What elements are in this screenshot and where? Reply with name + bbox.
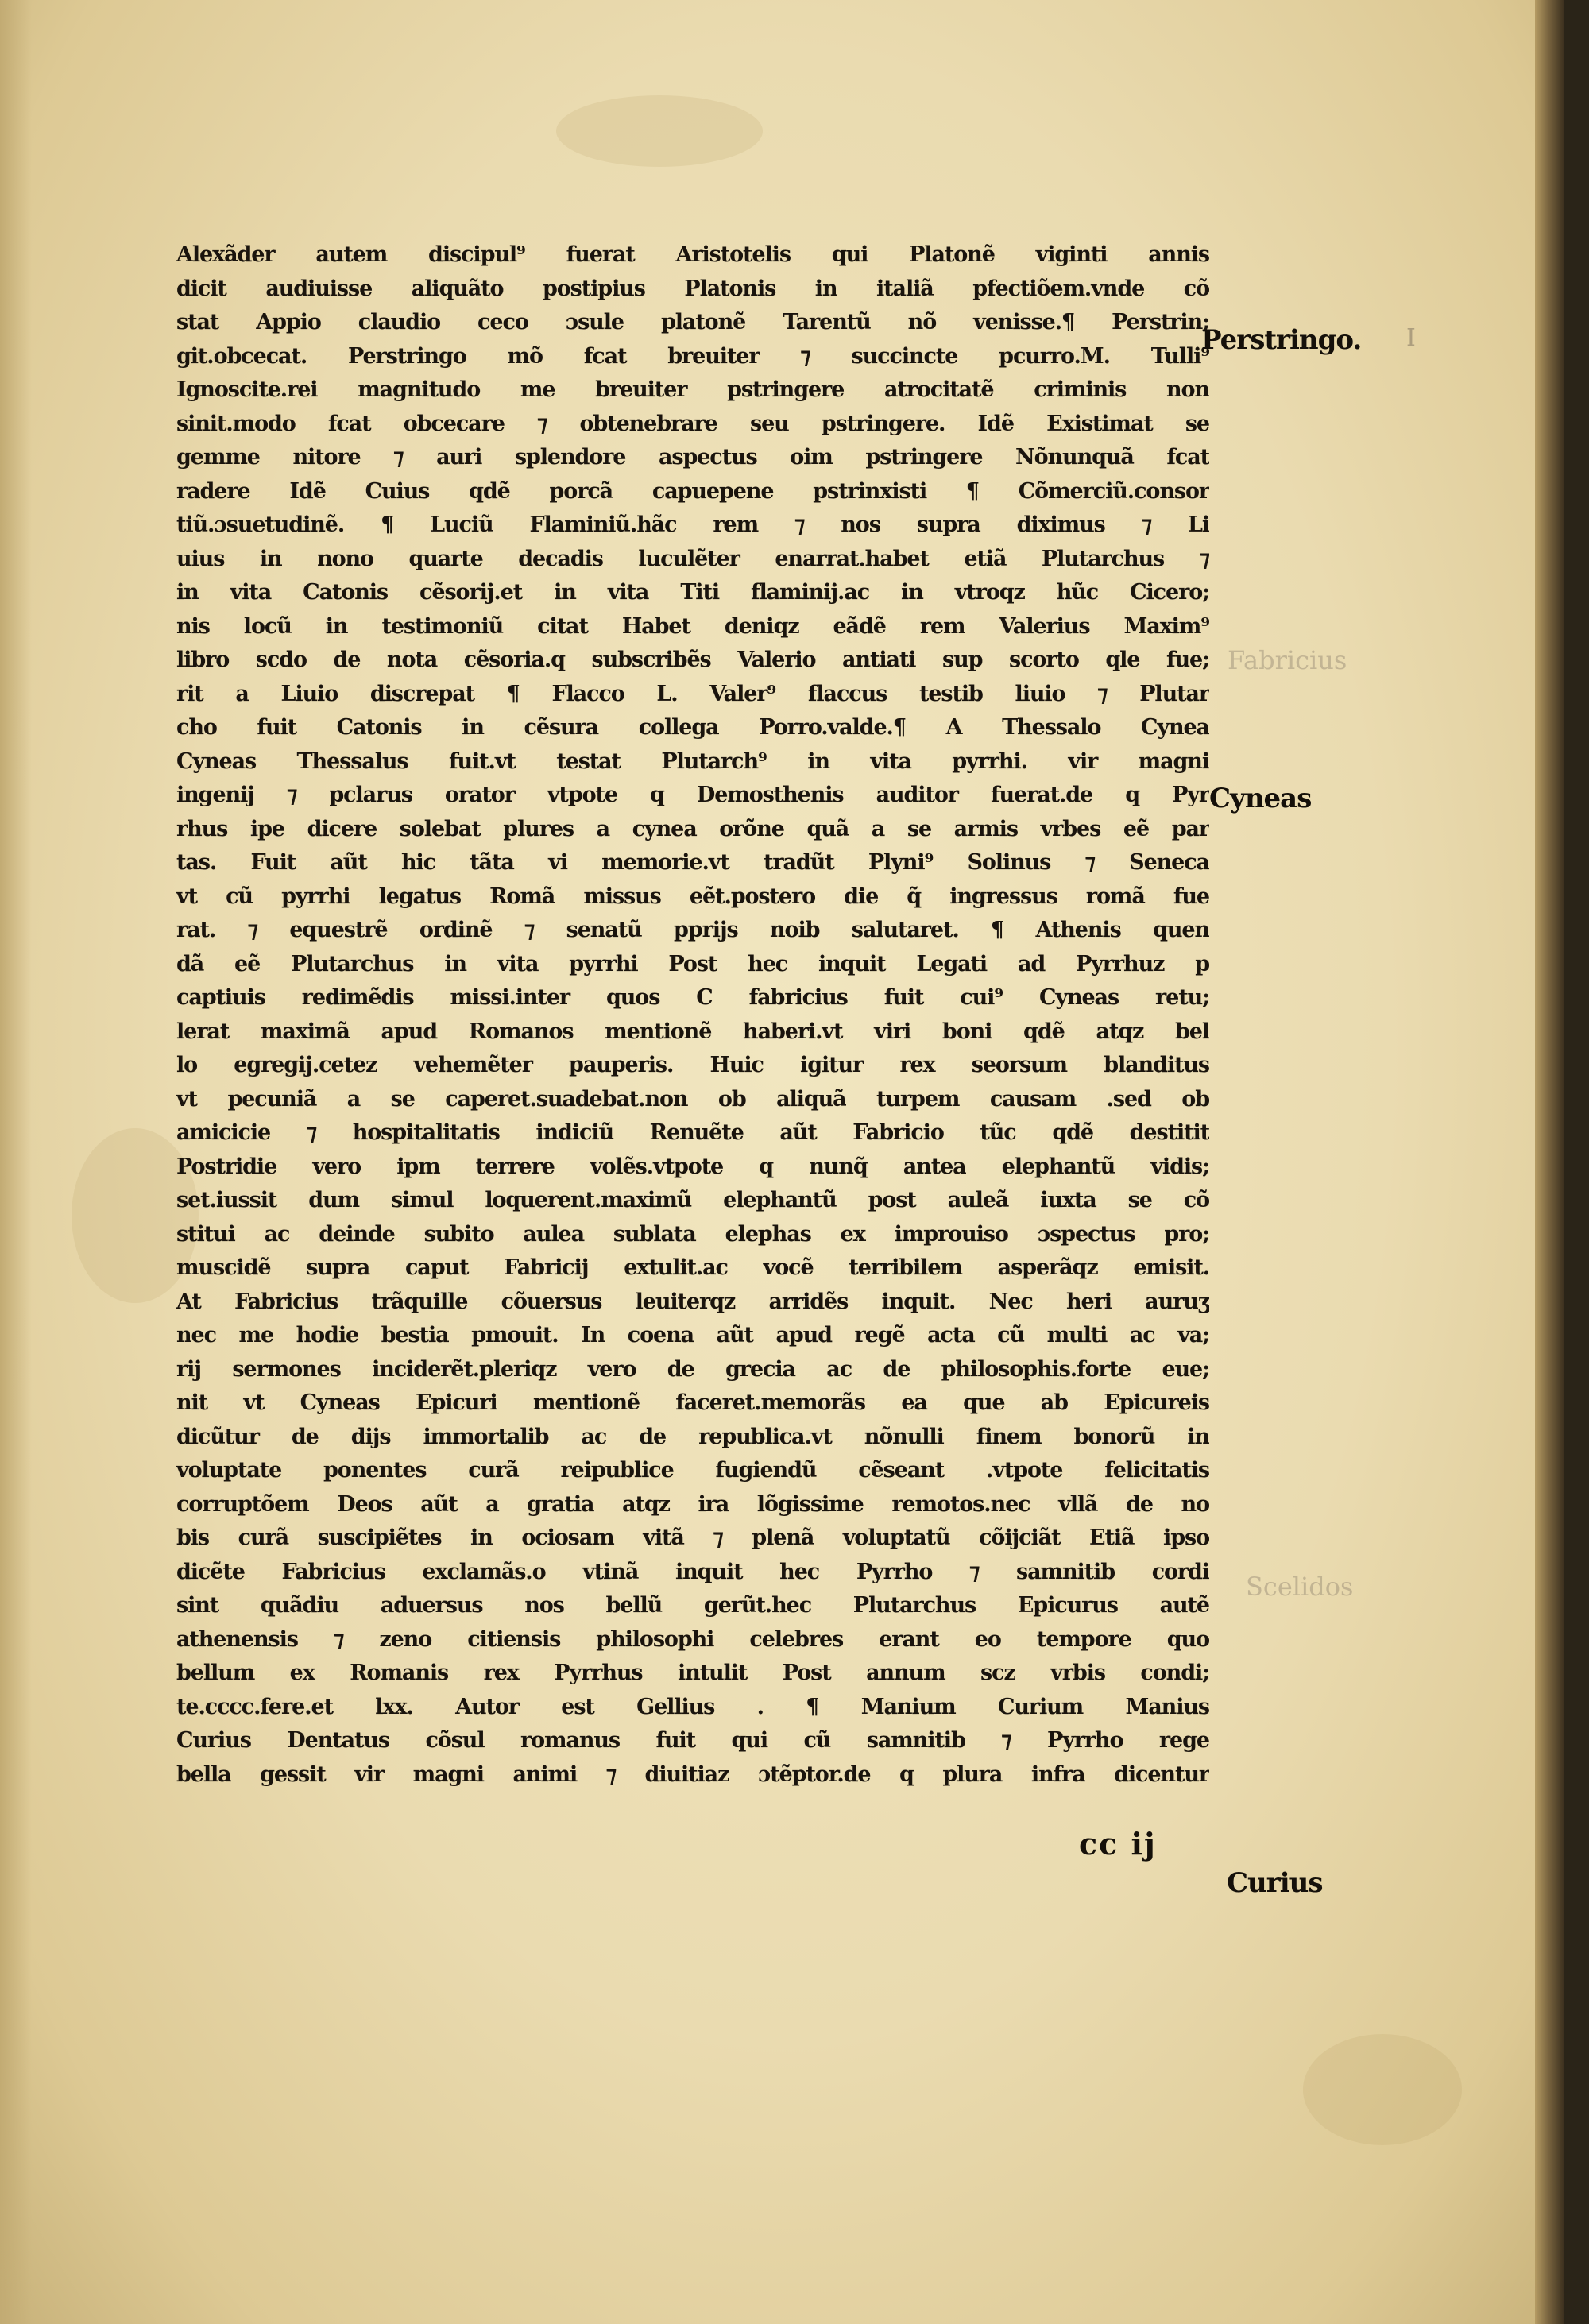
text-line: Alexãder autem discipul⁹ fuerat Aristotelis qui Platonẽ viginti annis <box>176 242 1209 267</box>
text-line: muscidẽ supra caput Fabricij extulit.ac vocẽ terribilem asperãqz emisit. <box>176 1255 1209 1280</box>
text-line: gemme nitore ⁊ auri splendore aspectus oim pstringere Nõnunquã fcat <box>176 445 1209 470</box>
text-line: te.cccc.fere.et lxx. Autor est Gellius . ¶ Manium Curium Manius <box>176 1694 1209 1719</box>
text-line: Postridie vero ipm terrere volẽs.vtpote q nunq̃ antea elephantũ vidis; <box>176 1154 1209 1179</box>
faded-margin-note-scelidos: Scelidos <box>1246 1572 1354 1602</box>
text-line: voluptate ponentes curã reipublice fugiendũ cẽseant .vtpote felicitatis <box>176 1458 1209 1483</box>
paper-stain <box>1303 2034 1462 2145</box>
text-line: ingenij ⁊ pclarus orator vtpote q Demosthenis auditor fuerat.de q Pyr <box>176 783 1209 807</box>
text-line: lerat maximã apud Romanos mentionẽ haberi.vt viri boni qdẽ atqz bel <box>176 1019 1209 1044</box>
text-line: rij sermones inciderẽt.pleriqz vero de grecia ac de philosophis.forte eue; <box>176 1356 1209 1382</box>
text-line: Ignoscite.rei magnitudo me breuiter pstringere atrocitatẽ criminis non <box>176 377 1209 402</box>
text-line: At Fabricius trãquille cõuersus leuiterqz arridẽs inquit. Nec heri auruʒ <box>176 1289 1209 1314</box>
text-line: Curius Dentatus cõsul romanus fuit qui cũ samnitib ⁊ Pyrrho rege <box>176 1728 1209 1753</box>
text-line: uius in nono quarte decadis luculẽter enarrat.habet etiã Plutarchus ⁊ <box>176 546 1209 571</box>
text-line: bellum ex Romanis rex Pyrrhus intulit Post annum scz vrbis condi; <box>176 1661 1209 1685</box>
text-line: dicẽte Fabricius exclamãs.o vtinã inquit hec Pyrrho ⁊ samnitib cordi <box>176 1559 1209 1584</box>
faded-margin-note-fabricius: Fabricius <box>1228 645 1347 675</box>
text-line: vt pecuniã a se caperet.suadebat.non ob aliquã turpem causam .sed ob <box>176 1086 1209 1112</box>
text-line: athenensis ⁊ zeno citiensis philosophi celebres erant eo tempore quo <box>176 1626 1209 1652</box>
text-line: bella gessit vir magni animi ⁊ diuitiaz ɔtẽptor.de q plura infra dicentur <box>176 1761 1209 1787</box>
page-fore-edge <box>1535 0 1564 2324</box>
text-line: nis locũ in testimoniũ citat Habet deniqz eãdẽ rem Valerius Maxim⁹ <box>176 613 1209 639</box>
text-line: in vita Catonis cẽsorij.et in vita Titi flaminij.ac in vtroqz hũc Cicero; <box>176 580 1209 605</box>
page-binding-shadow <box>0 0 32 2324</box>
text-line: set.iussit dum simul loquerent.maximũ elephantũ post auleã iuxta se cõ <box>176 1188 1209 1212</box>
paper-stain <box>556 95 763 167</box>
text-line: captiuis redimẽdis missi.inter quos C fabricius fuit cui⁹ Cyneas retu; <box>176 985 1209 1010</box>
text-line: corruptõem Deos aũt a gratia atqz ira lõgissime remotos.nec vllã de no <box>176 1491 1209 1517</box>
text-line: tas. Fuit aũt hic tãta vi memorie.vt tradũt Plyni⁹ Solinus ⁊ Seneca <box>176 850 1209 875</box>
text-line: cho fuit Catonis in cẽsura collega Porro.valde.¶ A Thessalo Cynea <box>176 715 1209 740</box>
text-line: dã eẽ Plutarchus in vita pyrrhi Post hec inquit Legati ad Pyrrhuz p <box>176 951 1209 976</box>
text-line: libro scdo de nota cẽsoria.q subscribẽs Valerio antiati sup scorto qle fue; <box>176 648 1209 672</box>
text-line: Cyneas Thessalus fuit.vt testat Plutarch⁹ in vita pyrrhi. vir magni <box>176 748 1209 774</box>
margin-note-curius: Curius <box>1227 1867 1323 1899</box>
text-line: stitui ac deinde subito aulea sublata elephas ex improuiso ɔspectus pro; <box>176 1221 1209 1247</box>
margin-note-cyneas: Cyneas <box>1209 783 1312 814</box>
text-line: sinit.modo fcat obcecare ⁊ obtenebrare seu pstringere. Idẽ Existimat se <box>176 411 1209 436</box>
text-line: radere Idẽ Cuius qdẽ porcã capuepene pstrinxisti ¶ Cõmerciũ.consor <box>176 478 1209 504</box>
text-line: rat. ⁊ equestrẽ ordinẽ ⁊ senatũ pprijs noib salutaret. ¶ Athenis quen <box>176 918 1209 942</box>
margin-note-perstringo: Perstringo. <box>1201 324 1362 356</box>
text-line: dicit audiuisse aliquãto postipius Platonis in italiã pfectiõem.vnde cõ <box>176 276 1209 301</box>
text-line: vt cũ pyrrhi legatus Romã missus eẽt.postero die q̃ ingressus romã fue <box>176 884 1209 909</box>
text-line: amicicie ⁊ hospitalitatis indiciũ Renuẽte aũt Fabricio tũc qdẽ destitit <box>176 1120 1209 1145</box>
text-line: bis curã suscipiẽtes in ociosam vitã ⁊ plenã voluptatũ cõijciãt Etiã ipso <box>176 1525 1209 1550</box>
text-line: sint quãdiu aduersus nos bellũ gerũt.hec Plutarchus Epicurus autẽ <box>176 1593 1209 1618</box>
text-line: tiũ.ɔsuetudinẽ. ¶ Luciũ Flaminiũ.hãc rem ⁊ nos supra diximus ⁊ Li <box>176 512 1209 537</box>
text-line: dicũtur de dijs immortalib ac de republica.vt nõnulli finem bonorũ in <box>176 1424 1209 1449</box>
text-line: nit vt Cyneas Epicuri mentionẽ faceret.memorãs ea que ab Epicureis <box>176 1390 1209 1415</box>
text-line: lo egregij.cetez vehemẽter pauperis. Huic igitur rex seorsum blanditus <box>176 1053 1209 1077</box>
text-line: rit a Liuio discrepat ¶ Flacco L. Valer⁹ flaccus testib liuio ⁊ Plutar <box>176 681 1209 706</box>
text-line: git.obcecat. Perstringo mõ fcat breuiter ⁊ succincte pcurro.M. Tulli⁹ <box>176 343 1209 369</box>
text-line: nec me hodie bestia pmouit. In coena aũt apud regẽ acta cũ multi ac va; <box>176 1323 1209 1348</box>
text-line: rhus ipe dicere solebat plures a cynea orõne quã a se armis vrbes eẽ par <box>176 816 1209 841</box>
signature-mark: cc ij <box>1079 1826 1157 1862</box>
gutter-mark: I <box>1406 324 1416 352</box>
text-line: stat Appio claudio ceco ɔsule platonẽ Tarentũ nõ venisse.¶ Perstrin; <box>176 310 1209 334</box>
main-text-block <box>176 238 1209 1792</box>
